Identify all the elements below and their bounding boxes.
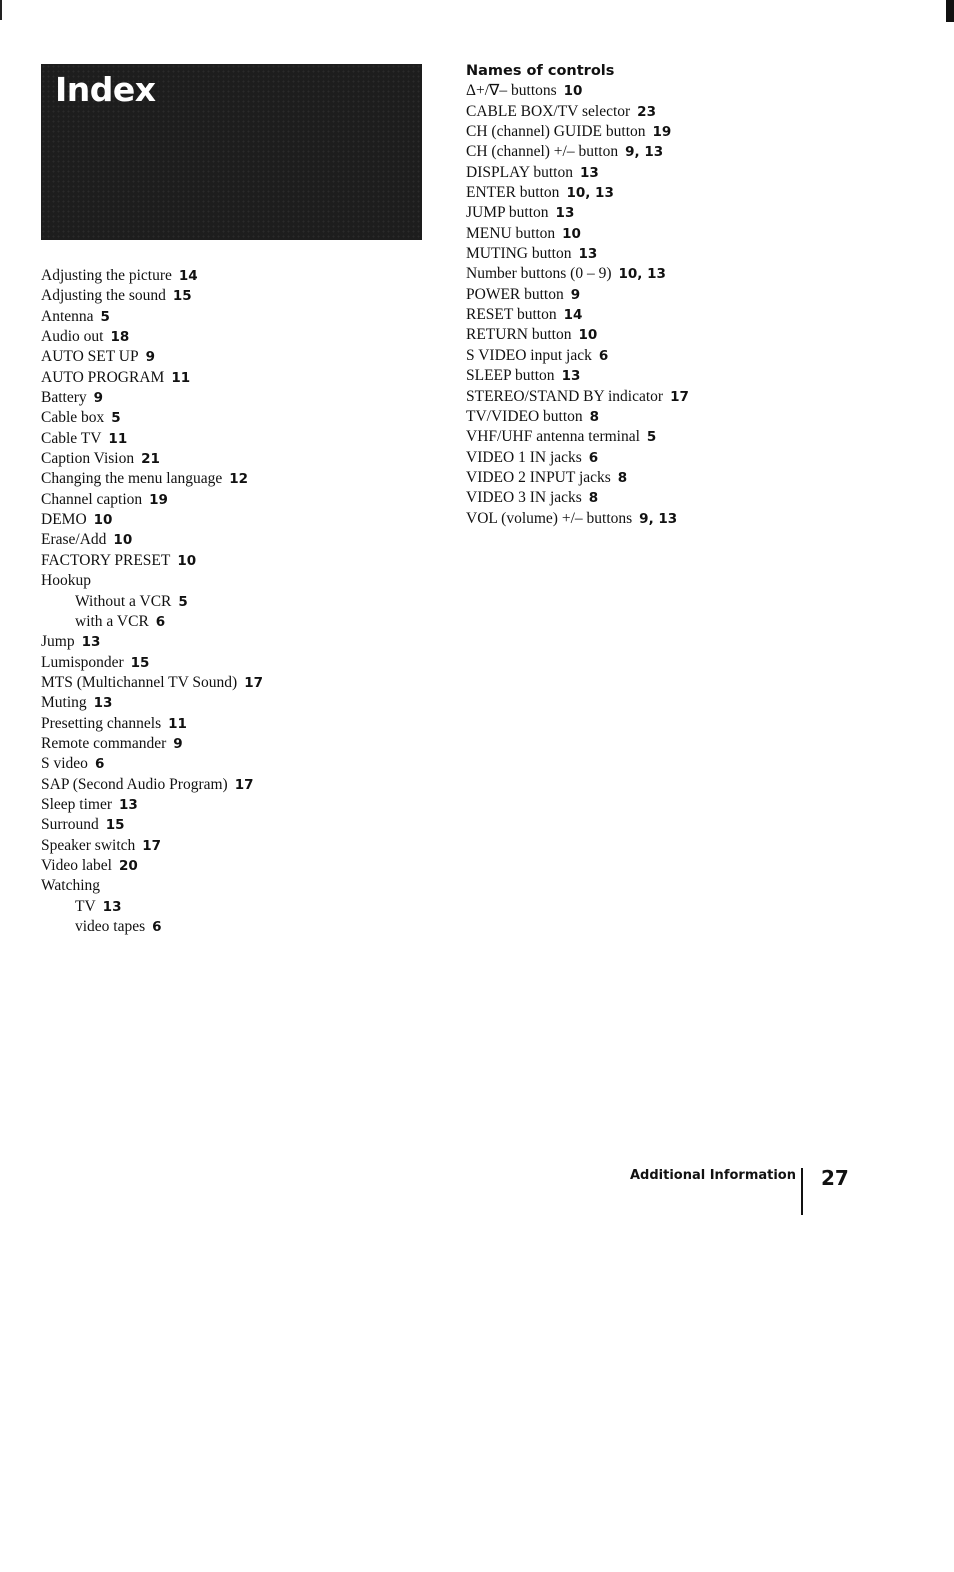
index-entry	[466, 285, 689, 305]
index-entry	[41, 368, 263, 388]
entry-page-ref: 5	[646, 429, 657, 446]
index-entry	[466, 407, 689, 427]
entry-label: Δ+/∇– buttons	[466, 82, 557, 100]
index-entry	[41, 469, 263, 489]
index-entry	[41, 775, 263, 795]
entry-page-ref: 15	[172, 288, 192, 305]
index-entry	[41, 754, 263, 774]
index-entry	[41, 347, 263, 367]
entry-page-ref: 5	[111, 410, 121, 427]
controls-heading: Names of controls	[466, 63, 615, 79]
entry-label: Battery	[41, 389, 87, 407]
entry-label: VOL (volume) +/– buttons	[466, 509, 633, 527]
entry-label: Remote commander	[41, 734, 167, 752]
entry-page-ref: 12	[229, 471, 249, 488]
index-entry	[466, 346, 689, 366]
index-entry	[466, 122, 689, 142]
entry-page-ref: 14	[178, 268, 198, 284]
index-entry	[41, 917, 263, 937]
entry-label: TV	[75, 897, 96, 915]
entry-page-ref: 21	[141, 451, 160, 468]
entry-label: with a VCR	[75, 612, 149, 630]
entry-label: Cable TV	[41, 429, 102, 447]
entry-label: SAP (Second Audio Program)	[41, 775, 228, 793]
entry-page-ref: 13	[81, 634, 101, 651]
entry-page-ref: 9	[173, 735, 183, 752]
entry-label: STEREO/STAND BY indicator	[466, 387, 664, 405]
index-entry	[41, 286, 263, 306]
entry-page-ref: 10	[177, 552, 197, 569]
index-entry	[466, 325, 689, 345]
entry-label: Sleep timer	[41, 795, 113, 813]
index-entry	[41, 876, 263, 896]
index-left-column	[41, 266, 263, 937]
entry-label: S VIDEO input jack	[466, 346, 592, 364]
entry-page-ref: 11	[108, 430, 128, 447]
page-title: Index	[55, 70, 156, 109]
entry-label: video tapes	[75, 918, 146, 935]
entry-label: Antenna	[41, 307, 94, 325]
entry-page-ref: 13	[102, 898, 122, 915]
index-entry	[466, 468, 689, 488]
entry-page-ref: 9	[145, 349, 156, 366]
index-entry	[41, 449, 263, 469]
entry-page-ref: 5	[178, 593, 188, 610]
entry-label: Hookup	[41, 572, 91, 590]
entry-page-ref: 8	[589, 408, 600, 425]
entry-label: S video	[41, 755, 88, 773]
index-right-column	[466, 61, 689, 529]
entry-page-ref: 20	[118, 857, 138, 874]
entry-label: Adjusting the picture	[41, 267, 172, 284]
index-entry	[41, 612, 263, 632]
index-entry	[41, 673, 263, 693]
entry-label: AUTO SET UP	[41, 348, 139, 366]
entry-page-ref: 6	[588, 449, 599, 466]
entry-label: CABLE BOX/TV selector	[466, 102, 631, 120]
entry-page-ref: 23	[637, 103, 656, 120]
entry-page-ref: 19	[652, 124, 672, 141]
footer-section-label: Additional Information	[629, 1168, 796, 1183]
entry-page-ref: 13	[119, 796, 138, 813]
index-entry	[41, 693, 263, 713]
entry-page-ref: 9, 13	[639, 510, 678, 527]
entry-page-ref: 10	[113, 532, 133, 549]
index-entry	[41, 815, 263, 835]
entry-label: MUTING button	[466, 245, 572, 263]
entry-label: MTS (Multichannel TV Sound)	[41, 673, 238, 691]
index-entry	[41, 856, 263, 876]
index-entry	[466, 203, 689, 223]
entry-label: CH (channel) GUIDE button	[466, 123, 646, 141]
entry-page-ref: 9	[570, 286, 581, 303]
entry-label: RESET button	[466, 306, 557, 324]
index-entry	[41, 571, 263, 591]
index-entry	[466, 509, 689, 529]
entry-page-ref: 15	[105, 817, 125, 834]
index-entry	[41, 327, 263, 347]
index-entry	[466, 81, 689, 101]
entry-page-ref: 9	[93, 390, 104, 407]
index-entry	[41, 795, 263, 815]
entry-page-ref: 10	[562, 225, 581, 242]
entry-page-ref: 13	[578, 246, 598, 263]
entry-label: Caption Vision	[41, 450, 135, 468]
index-entry	[466, 183, 689, 203]
entry-label: Changing the menu language	[41, 470, 223, 488]
entry-label: Watching	[41, 877, 101, 895]
index-entry	[466, 366, 689, 386]
entry-page-ref: 18	[110, 329, 130, 346]
index-entry	[41, 266, 263, 286]
entry-page-ref: 13	[579, 164, 599, 181]
index-entry	[41, 388, 263, 408]
entry-page-ref: 19	[149, 491, 168, 508]
entry-label: FACTORY PRESET	[41, 551, 171, 569]
entry-page-ref: 17	[234, 776, 254, 793]
index-entry	[466, 142, 689, 162]
index-entry	[41, 897, 263, 917]
entry-page-ref: 10, 13	[566, 185, 614, 202]
index-entry	[466, 488, 689, 508]
entry-page-ref: 13	[561, 368, 581, 385]
entry-label: Presetting channels	[41, 714, 162, 732]
entry-label: TV/VIDEO button	[466, 407, 583, 425]
entry-page-ref: 17	[142, 837, 162, 854]
entry-page-ref: 17	[244, 674, 263, 691]
entry-page-ref: 14	[563, 307, 583, 324]
footer-divider	[801, 1168, 803, 1215]
entry-page-ref: 6	[152, 919, 162, 935]
entry-label: VIDEO 2 INPUT jacks	[466, 468, 611, 486]
entry-page-ref: 9, 13	[625, 144, 664, 161]
entry-label: Video label	[41, 856, 112, 874]
index-entry	[466, 448, 689, 468]
index-entry	[41, 510, 263, 530]
entry-page-ref: 11	[168, 715, 187, 732]
index-entry	[41, 429, 263, 449]
entry-page-ref: 10, 13	[618, 266, 666, 283]
entry-page-ref: 11	[171, 369, 191, 386]
entry-label: AUTO PROGRAM	[41, 368, 165, 386]
index-entry	[41, 653, 263, 673]
entry-page-ref: 6	[94, 756, 105, 773]
entry-page-ref: 13	[93, 695, 113, 712]
entry-label: Lumisponder	[41, 653, 124, 671]
entry-label: ENTER button	[466, 184, 560, 202]
entry-label: CH (channel) +/– button	[466, 143, 619, 161]
edge-crop-mark-right	[946, 0, 954, 22]
entry-label: Audio out	[41, 328, 104, 346]
index-title-banner	[41, 64, 422, 240]
entry-page-ref: 8	[617, 469, 628, 486]
index-entry	[41, 408, 263, 428]
index-entry	[466, 102, 689, 122]
index-entry	[41, 734, 263, 754]
index-entry	[466, 427, 689, 447]
entry-page-ref: 17	[670, 388, 689, 405]
index-entry	[41, 490, 263, 510]
entry-label: Jump	[41, 633, 75, 651]
entry-page-ref: 13	[555, 205, 575, 222]
index-entry	[41, 632, 263, 652]
index-entry	[41, 714, 263, 734]
entry-page-ref: 6	[598, 347, 609, 364]
entry-label: VHF/UHF antenna terminal	[466, 428, 640, 446]
controls-list	[466, 81, 689, 529]
index-entry	[41, 836, 263, 856]
index-entry	[466, 305, 689, 325]
index-entry	[41, 530, 263, 550]
entry-page-ref: 10	[93, 512, 113, 529]
entry-label: DEMO	[41, 511, 87, 529]
entry-label: Surround	[41, 816, 99, 834]
page-number: 27	[821, 1166, 849, 1190]
entry-label: MENU button	[466, 224, 556, 242]
entry-label: SLEEP button	[466, 367, 555, 385]
entry-page-ref: 10	[578, 327, 598, 344]
entry-page-ref: 8	[588, 490, 599, 507]
index-entry	[466, 224, 689, 244]
entry-label: VIDEO 3 IN jacks	[466, 489, 582, 507]
entry-page-ref: 15	[130, 654, 150, 671]
entry-label: Channel caption	[41, 490, 143, 508]
entry-label: Erase/Add	[41, 531, 107, 549]
entry-label: Muting	[41, 694, 87, 712]
entry-label: Adjusting the sound	[41, 287, 166, 305]
entry-label: DISPLAY button	[466, 163, 573, 181]
edge-crop-mark-left	[0, 0, 2, 20]
index-entry	[41, 592, 263, 612]
entry-label: VIDEO 1 IN jacks	[466, 448, 582, 466]
index-entry	[41, 551, 263, 571]
entry-page-ref: 6	[155, 613, 166, 630]
index-entry	[466, 264, 689, 284]
entry-label: Cable box	[41, 409, 105, 427]
index-entry	[41, 307, 263, 327]
index-entry	[466, 387, 689, 407]
entry-label: Number buttons (0 – 9)	[466, 265, 612, 283]
entry-page-ref: 10	[563, 83, 583, 100]
entry-label: JUMP button	[466, 204, 549, 222]
index-entry	[466, 163, 689, 183]
entry-label: RETURN button	[466, 326, 572, 344]
index-entry	[466, 244, 689, 264]
entry-label: POWER button	[466, 285, 564, 303]
entry-label: Without a VCR	[75, 592, 172, 610]
entry-page-ref: 5	[100, 308, 110, 325]
entry-label: Speaker switch	[41, 836, 136, 854]
